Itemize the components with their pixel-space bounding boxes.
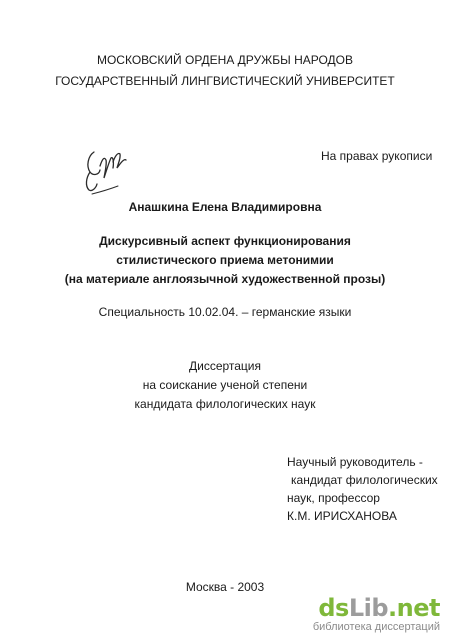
watermark-subtitle: библиотека диссертаций [312,621,440,633]
logo-part-lib: Lib [348,594,389,622]
dissertation-label-line-1: Диссертация [188,359,262,373]
dslib-logo [270,595,440,621]
dissertation-label-line-2: на соискание ученой степени [142,378,308,392]
logo-part-ds: ds [318,594,349,622]
dslib-watermark[interactable] [270,595,440,633]
dissertation-title-line-1: Дискурсивный аспект функционирования [99,234,351,248]
city-year: Москва - 2003 [185,580,265,594]
rights-note: На правах рукописи [321,149,433,163]
supervisor-name: К.М. ИРИСХАНОВА [287,509,397,523]
dissertation-title-line-3: (на материале англоязычной художественной прозы) [64,272,386,286]
handwritten-signature [80,142,140,204]
institution-line-2: ГОСУДАРСТВЕННЫЙ ЛИНГВИСТИЧЕСКИЙ УНИВЕРСИТЕТ [55,74,395,88]
specialty: Специальность 10.02.04. – германские языки [98,305,352,319]
dissertation-title-line-2: стилистического приема метонимии [116,253,334,267]
institution-line-1: МОСКОВСКИЙ ОРДЕНА ДРУЖБЫ НАРОДОВ [96,53,354,67]
supervisor-line-3: наук, профессор [287,491,380,505]
author-name: Анашкина Елена Владимировна [128,200,322,214]
logo-part-net: .net [388,594,440,622]
supervisor-line-2: кандидат филологических [291,473,438,487]
dissertation-label-line-3: кандидата филологических наук [134,397,316,411]
supervisor-line-1: Научный руководитель - [287,455,423,469]
